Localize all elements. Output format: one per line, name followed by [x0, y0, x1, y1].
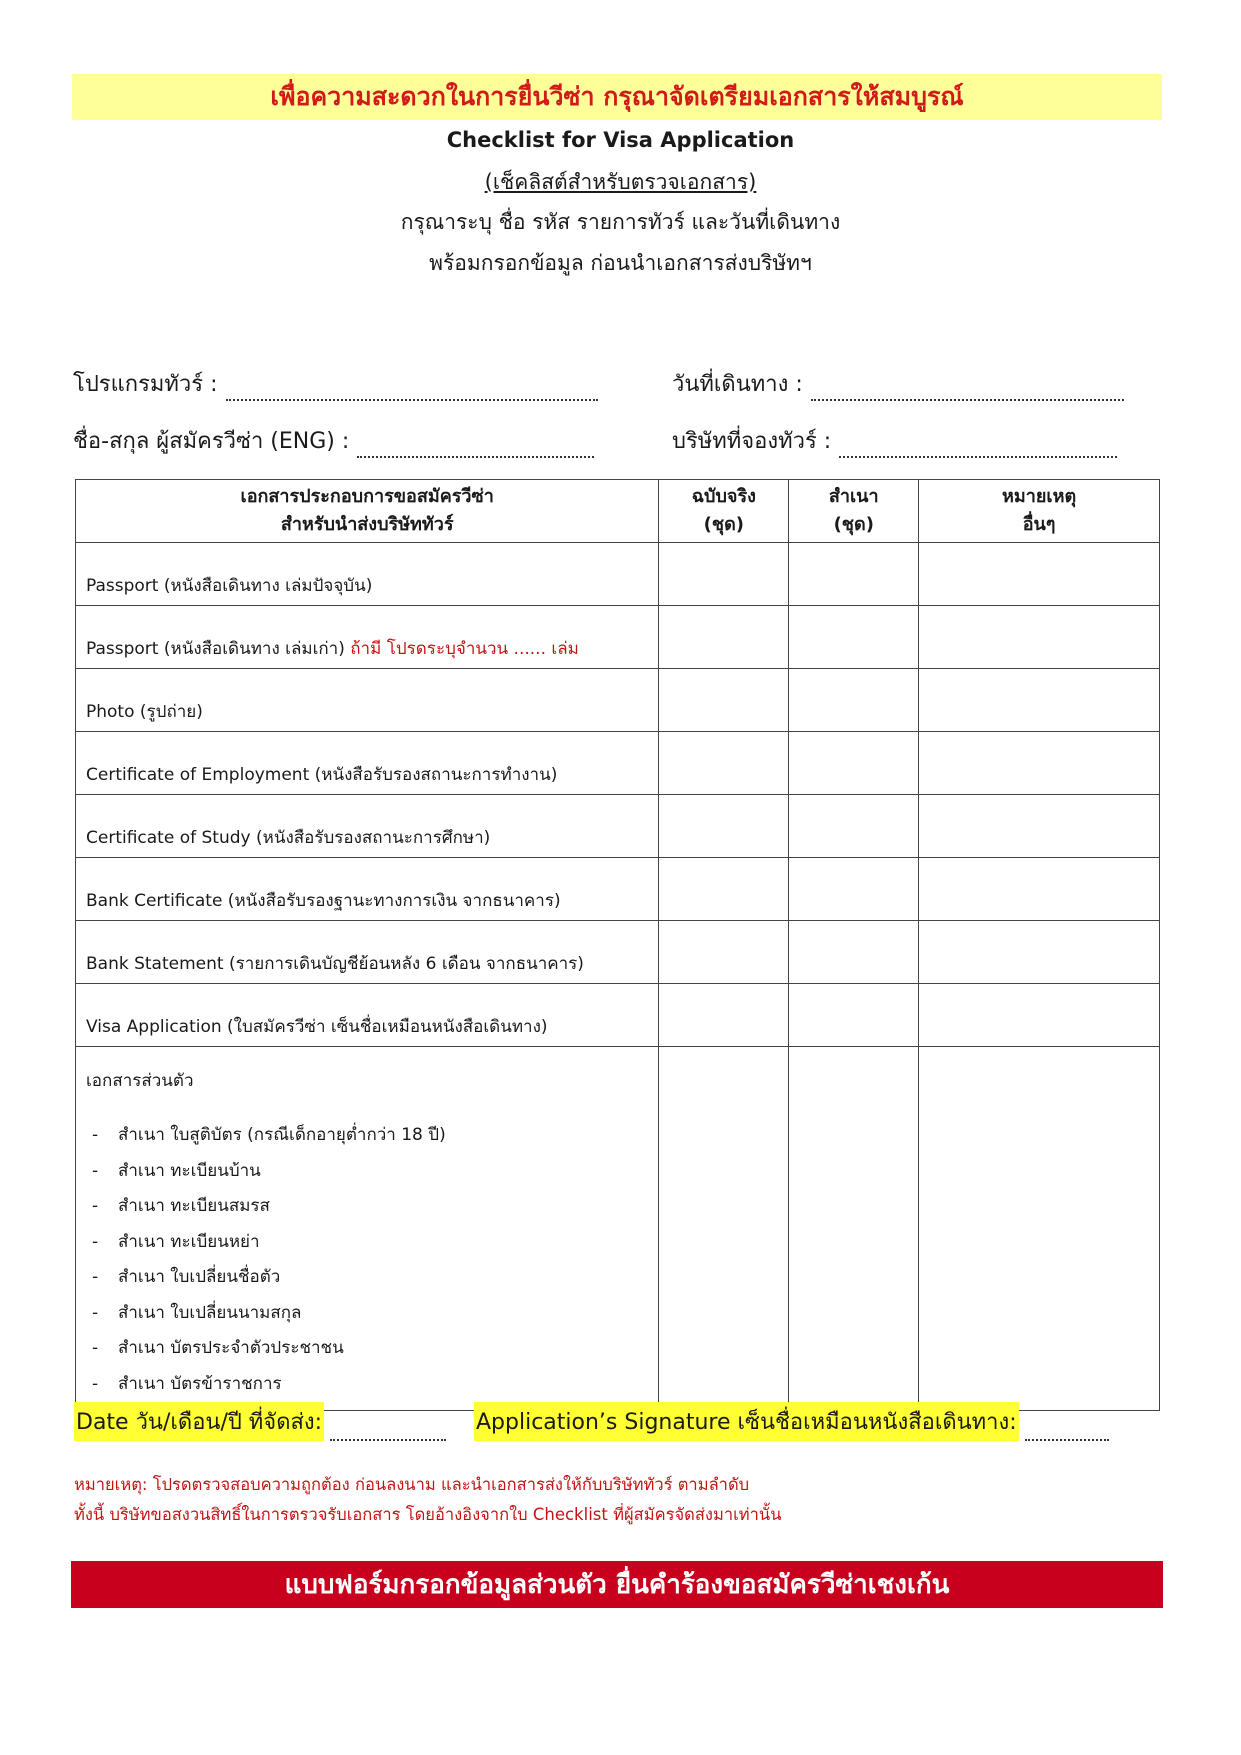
original-count-cell[interactable] — [659, 858, 789, 921]
table-row — [76, 543, 1160, 606]
remark-cell[interactable] — [919, 669, 1160, 732]
list-item: - สำเนา ทะเบียนหย่า — [86, 1225, 658, 1261]
row-label: Passport (หนังสือเดินทาง เล่มปัจจุบัน) — [76, 543, 659, 606]
signature-field — [474, 1402, 1109, 1441]
page-title: Checklist for Visa Application — [446, 128, 795, 152]
travel-date-label: วันที่เดินทาง : — [672, 372, 803, 397]
table-row — [76, 858, 1160, 921]
table-row — [76, 669, 1160, 732]
copy-count-cell[interactable] — [789, 606, 919, 669]
original-count-cell[interactable] — [659, 984, 789, 1047]
date-sent-input[interactable] — [330, 1419, 446, 1441]
original-count-cell[interactable] — [659, 795, 789, 858]
header-documents: เอกสารประกอบการขอสมัครวีซ่า สำหรับนำส่งบริษัททัวร์ — [76, 480, 659, 543]
personal-documents-title: เอกสารส่วนตัว — [86, 1071, 194, 1091]
list-item: - สำเนา ทะเบียนสมรส — [86, 1189, 658, 1225]
personal-documents-cell — [76, 1047, 659, 1411]
copy-count-cell[interactable] — [789, 921, 919, 984]
header-remark: หมายเหตุ อื่นๆ — [919, 480, 1160, 543]
original-count-cell[interactable] — [659, 732, 789, 795]
table-row — [76, 921, 1160, 984]
remark-cell[interactable] — [919, 606, 1160, 669]
bottom-banner: แบบฟอร์มกรอกข้อมูลส่วนตัว ยื่นคำร้องขอสมัครวีซ่าเชงเก้น — [71, 1561, 1163, 1608]
original-count-cell[interactable] — [659, 669, 789, 732]
copy-count-cell[interactable] — [789, 795, 919, 858]
applicant-name-field — [73, 423, 594, 458]
booking-company-label: บริษัทที่จองทัวร์ : — [672, 429, 832, 454]
row-label: Photo (รูปถ่าย) — [76, 669, 659, 732]
row-label: Bank Certificate (หนังสือรับรองฐานะทางการเงิน จากธนาคาร) — [76, 858, 659, 921]
personal-documents-row — [76, 1047, 1160, 1411]
remark-cell[interactable] — [919, 1047, 1160, 1411]
remark-cell[interactable] — [919, 732, 1160, 795]
tour-program-label: โปรแกรมทัวร์ : — [73, 372, 218, 397]
list-item: - สำเนา ทะเบียนบ้าน — [86, 1154, 658, 1190]
travel-date-field — [672, 366, 1124, 401]
remark-cell[interactable] — [919, 543, 1160, 606]
header-original: ฉบับจริง (ชุด) — [659, 480, 789, 543]
copy-count-cell[interactable] — [789, 858, 919, 921]
original-count-cell[interactable] — [659, 543, 789, 606]
copy-count-cell[interactable] — [789, 669, 919, 732]
row-label: Visa Application (ใบสมัครวีซ่า เซ็นชื่อเหมือนหนังสือเดินทาง) — [76, 984, 659, 1047]
table-header-row — [76, 480, 1160, 543]
personal-documents-list — [86, 1118, 658, 1402]
remark-cell[interactable] — [919, 921, 1160, 984]
list-item: - สำเนา ใบเปลี่ยนชื่อตัว — [86, 1260, 658, 1296]
table-row — [76, 732, 1160, 795]
list-item: - สำเนา ใบเปลี่ยนนามสกุล — [86, 1296, 658, 1332]
remark-line-2: ทั้งนี้ บริษัทขอสงวนสิทธิ์ในการตรวจรับเอกสาร โดยอ้างอิงจากใบ Checklist ที่ผู้สมัครจัดส่งมาเท่านั้น — [74, 1505, 782, 1524]
table-row — [76, 606, 1160, 669]
applicant-name-input[interactable] — [357, 438, 594, 458]
table-row — [76, 984, 1160, 1047]
page-subtitle: (เช็คลิสต์สำหรับตรวจเอกสาร) — [484, 170, 757, 194]
row-label: Bank Statement (รายการเดินบัญชีย้อนหลัง 6 เดือน จากธนาคาร) — [76, 921, 659, 984]
booking-company-field — [672, 423, 1117, 458]
original-count-cell[interactable] — [659, 921, 789, 984]
row-label: Certificate of Study (หนังสือรับรองสถานะการศึกษา) — [76, 795, 659, 858]
instruction-line-1: กรุณาระบุ ชื่อ รหัส รายการทัวร์ และวันที่เดินทาง — [400, 210, 841, 234]
original-count-cell[interactable] — [659, 606, 789, 669]
table-row — [76, 795, 1160, 858]
remark-cell[interactable] — [919, 795, 1160, 858]
tour-program-input[interactable] — [226, 381, 598, 401]
header-copy: สำเนา (ชุด) — [789, 480, 919, 543]
document-checklist-table — [75, 479, 1160, 1411]
copy-count-cell[interactable] — [789, 984, 919, 1047]
signature-label: Application’s Signature เซ็นชื่อเหมือนหนังสือเดินทาง: — [474, 1402, 1019, 1441]
list-item: - สำเนา บัตรข้าราชการ — [86, 1367, 658, 1403]
travel-date-input[interactable] — [811, 381, 1124, 401]
copy-count-cell[interactable] — [789, 1047, 919, 1411]
copy-count-cell[interactable] — [789, 543, 919, 606]
date-sent-label: Date วัน/เดือน/ปี ที่จัดส่ง: — [74, 1402, 324, 1441]
list-item: - สำเนา บัตรประจำตัวประชาชน — [86, 1331, 658, 1367]
tour-program-field — [73, 366, 598, 401]
signature-input[interactable] — [1025, 1419, 1109, 1441]
row-label: Passport (หนังสือเดินทาง เล่มเก่า) ถ้ามี โปรดระบุจำนวน ...... เล่ม — [76, 606, 659, 669]
date-sent-field — [74, 1402, 446, 1441]
original-count-cell[interactable] — [659, 1047, 789, 1411]
booking-company-input[interactable] — [839, 438, 1117, 458]
applicant-name-label: ชื่อ-สกุล ผู้สมัครวีซ่า (ENG) : — [73, 429, 350, 454]
top-banner: เพื่อความสะดวกในการยื่นวีซ่า กรุณาจัดเตรียมเอกสารให้สมบูรณ์ — [72, 74, 1162, 120]
instruction-line-2: พร้อมกรอกข้อมูล ก่อนนำเอกสารส่งบริษัทฯ — [429, 251, 812, 275]
remark-cell[interactable] — [919, 858, 1160, 921]
row-label: Certificate of Employment (หนังสือรับรองสถานะการทำงาน) — [76, 732, 659, 795]
list-item: - สำเนา ใบสูติบัตร (กรณีเด็กอายุต่ำกว่า 18 ปี) — [86, 1118, 658, 1154]
remark-line-1: หมายเหตุ: โปรดตรวจสอบความถูกต้อง ก่อนลงนาม และนำเอกสารส่งให้กับบริษัททัวร์ ตามลำดับ — [74, 1475, 750, 1494]
remark-cell[interactable] — [919, 984, 1160, 1047]
copy-count-cell[interactable] — [789, 732, 919, 795]
row-note: ถ้ามี โปรดระบุจำนวน ...... เล่ม — [350, 639, 579, 659]
